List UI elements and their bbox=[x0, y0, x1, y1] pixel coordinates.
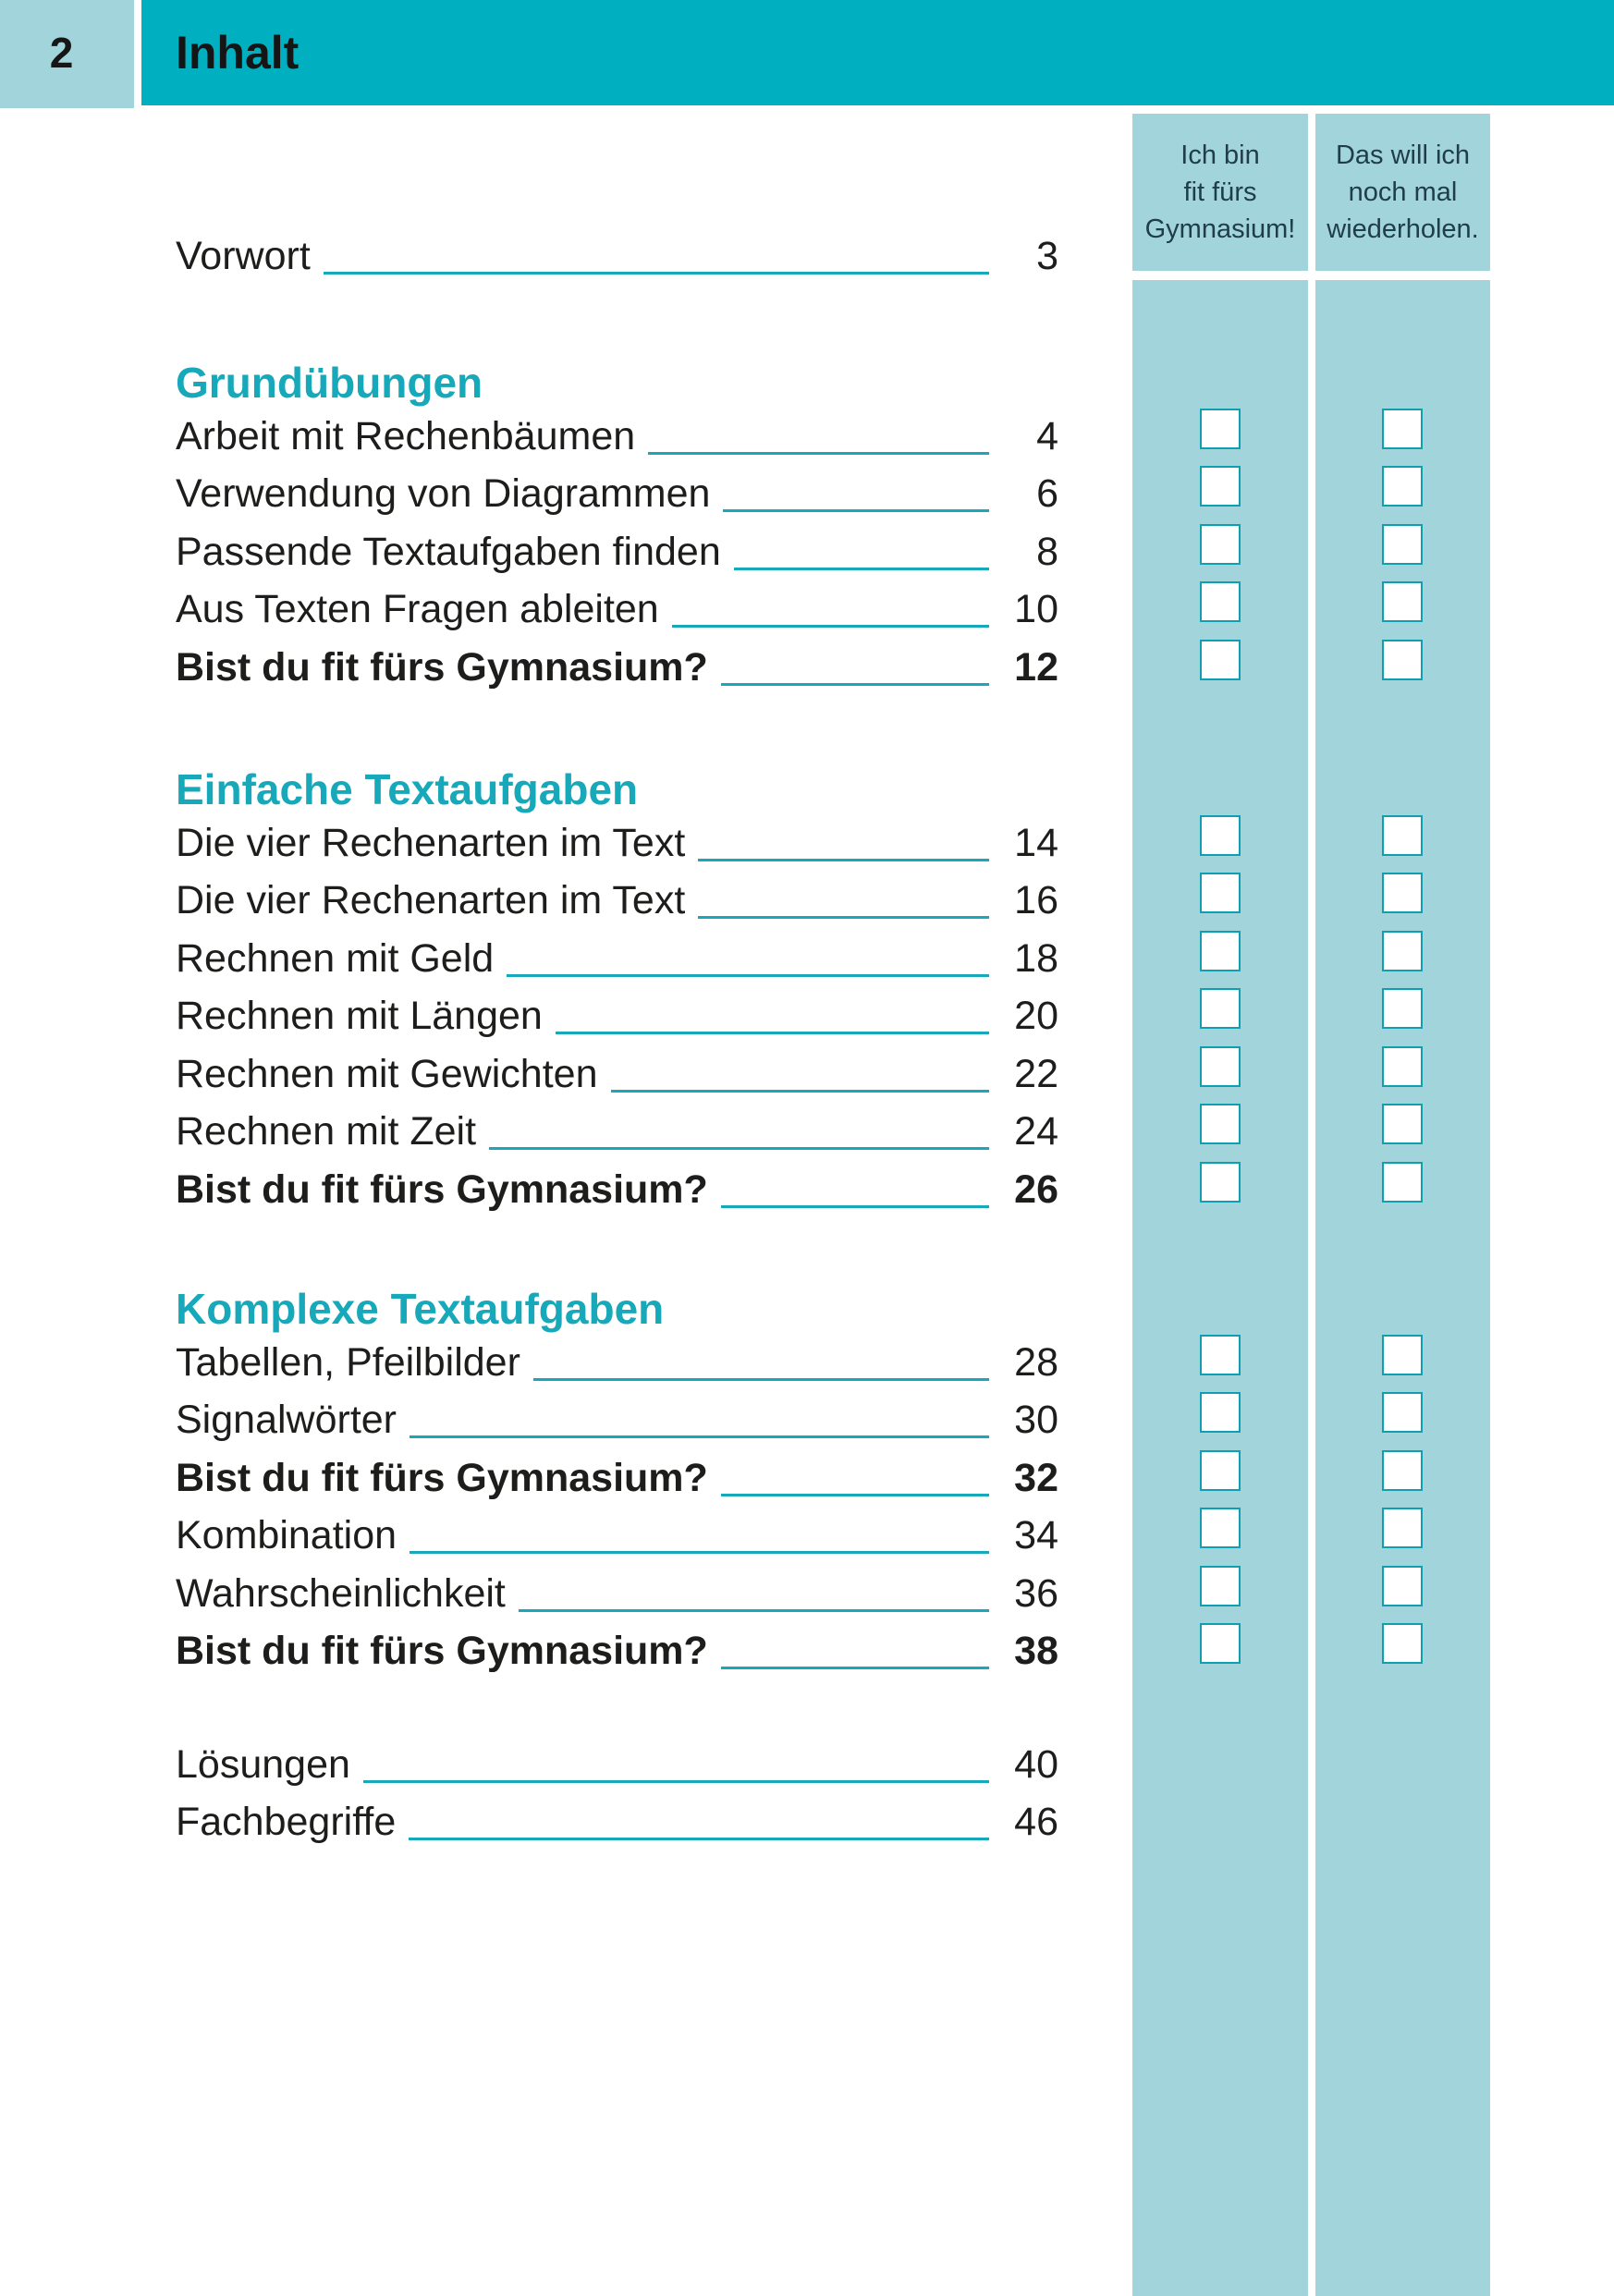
fit-checkbox-24[interactable] bbox=[1200, 1104, 1241, 1144]
repeat-header-line: noch mal bbox=[1348, 177, 1458, 207]
fit-column-header bbox=[1132, 114, 1308, 271]
repeat-checkbox-4[interactable] bbox=[1382, 409, 1423, 449]
row-label: Verwendung von Diagrammen bbox=[176, 471, 711, 516]
toc-row-test bbox=[176, 1451, 1058, 1509]
repeat-checkbox-32[interactable] bbox=[1382, 1450, 1423, 1491]
toc-row-test bbox=[176, 1625, 1058, 1683]
row-label: Rechnen mit Geld bbox=[176, 935, 495, 981]
row-page-number: 24 bbox=[1014, 1109, 1058, 1154]
toc-row bbox=[176, 816, 1058, 874]
row-label: Die vier Rechenarten im Text bbox=[176, 878, 686, 922]
row-label: Arbeit mit Rechenbäumen bbox=[176, 413, 636, 458]
row-page-number: 30 bbox=[1014, 1398, 1058, 1442]
repeat-checkbox-14[interactable] bbox=[1382, 815, 1423, 856]
toc-row-fachbegriffe bbox=[176, 1796, 1058, 1854]
fit-checkbox-14[interactable] bbox=[1200, 815, 1241, 856]
row-page-number: 32 bbox=[1014, 1455, 1058, 1500]
toc-row bbox=[176, 990, 1058, 1048]
row-page-number: 26 bbox=[1014, 1166, 1058, 1212]
toc-row bbox=[176, 1567, 1058, 1625]
page-title: Inhalt bbox=[176, 27, 300, 79]
fit-checkbox-36[interactable] bbox=[1200, 1566, 1241, 1606]
table-of-contents bbox=[176, 229, 1058, 1853]
section-heading-komplexe-textaufgaben: Komplexe Textaufgaben bbox=[176, 1285, 665, 1333]
fit-checkbox-10[interactable] bbox=[1200, 581, 1241, 622]
leader-line bbox=[324, 272, 989, 275]
toc-row bbox=[176, 1394, 1058, 1452]
row-label: Aus Texten Fragen ableiten bbox=[176, 587, 659, 631]
row-page-number: 3 bbox=[1036, 233, 1058, 278]
row-label: Fachbegriffe bbox=[176, 1800, 397, 1844]
row-label: Passende Textaufgaben finden bbox=[176, 529, 721, 574]
row-page-number: 12 bbox=[1014, 644, 1058, 690]
fit-checkbox-30[interactable] bbox=[1200, 1392, 1241, 1433]
row-label: Die vier Rechenarten im Text bbox=[176, 820, 686, 865]
toc-row bbox=[176, 468, 1058, 526]
header-band bbox=[141, 0, 1614, 105]
row-page-number: 46 bbox=[1014, 1800, 1058, 1844]
repeat-checkbox-38[interactable] bbox=[1382, 1623, 1423, 1664]
fit-checkbox-28[interactable] bbox=[1200, 1335, 1241, 1375]
toc-row-test bbox=[176, 641, 1058, 699]
fit-checkbox-18[interactable] bbox=[1200, 931, 1241, 971]
page-number: 2 bbox=[49, 28, 74, 77]
fit-header-line: fit fürs bbox=[1183, 177, 1257, 207]
row-label: Rechnen mit Längen bbox=[176, 994, 543, 1038]
repeat-checkbox-6[interactable] bbox=[1382, 466, 1423, 507]
fit-checkbox-38[interactable] bbox=[1200, 1623, 1241, 1664]
leader-line bbox=[721, 1667, 989, 1669]
repeat-checkbox-16[interactable] bbox=[1382, 873, 1423, 913]
row-label: Vorwort bbox=[176, 233, 311, 278]
fit-checkbox-34[interactable] bbox=[1200, 1508, 1241, 1548]
leader-line bbox=[648, 452, 989, 455]
fit-checkbox-4[interactable] bbox=[1200, 409, 1241, 449]
toc-row-loesungen bbox=[176, 1738, 1058, 1796]
leader-line bbox=[698, 859, 989, 861]
row-label: Kombination bbox=[176, 1513, 397, 1557]
repeat-column-header bbox=[1315, 114, 1490, 271]
toc-row-vorwort bbox=[176, 229, 1058, 287]
row-label: Lösungen bbox=[176, 1741, 350, 1787]
repeat-checkbox-28[interactable] bbox=[1382, 1335, 1423, 1375]
row-page-number: 8 bbox=[1036, 529, 1058, 574]
toc-row bbox=[176, 1105, 1058, 1164]
spacer bbox=[176, 1682, 1058, 1738]
leader-line bbox=[363, 1780, 989, 1783]
repeat-checkbox-20[interactable] bbox=[1382, 988, 1423, 1029]
repeat-checkbox-24[interactable] bbox=[1382, 1104, 1423, 1144]
row-page-number: 6 bbox=[1036, 471, 1058, 516]
row-page-number: 40 bbox=[1014, 1741, 1058, 1787]
repeat-checkbox-8[interactable] bbox=[1382, 524, 1423, 565]
toc-row bbox=[176, 932, 1058, 990]
repeat-header-line: wiederholen. bbox=[1327, 214, 1479, 244]
row-page-number: 22 bbox=[1014, 1051, 1058, 1096]
fit-checkbox-20[interactable] bbox=[1200, 988, 1241, 1029]
fit-checkbox-26[interactable] bbox=[1200, 1162, 1241, 1203]
leader-line bbox=[410, 1435, 989, 1438]
repeat-checkbox-30[interactable] bbox=[1382, 1392, 1423, 1433]
toc-row-test bbox=[176, 1163, 1058, 1221]
leader-line bbox=[721, 683, 989, 686]
row-page-number: 36 bbox=[1014, 1570, 1058, 1616]
row-page-number: 10 bbox=[1014, 587, 1058, 631]
row-label: Bist du fit fürs Gymnasium? bbox=[176, 1166, 708, 1212]
repeat-header-line: Das will ich bbox=[1335, 140, 1471, 170]
section-heading-grunduebungen: Grundübungen bbox=[176, 359, 483, 407]
fit-checkbox-6[interactable] bbox=[1200, 466, 1241, 507]
leader-line bbox=[723, 509, 989, 512]
leader-line bbox=[409, 1838, 989, 1840]
repeat-checkbox-10[interactable] bbox=[1382, 581, 1423, 622]
repeat-checkbox-26[interactable] bbox=[1382, 1162, 1423, 1203]
fit-checkbox-8[interactable] bbox=[1200, 524, 1241, 565]
section-heading-einfache-textaufgaben: Einfache Textaufgaben bbox=[176, 765, 639, 813]
row-label: Tabellen, Pfeilbilder bbox=[176, 1339, 520, 1385]
leader-line bbox=[489, 1147, 989, 1150]
fit-header-line: Ich bin bbox=[1180, 140, 1260, 170]
row-label: Signalwörter bbox=[176, 1398, 397, 1442]
row-page-number: 16 bbox=[1014, 878, 1058, 922]
leader-line bbox=[734, 568, 989, 570]
repeat-checkbox-22[interactable] bbox=[1382, 1046, 1423, 1087]
toc-row bbox=[176, 1509, 1058, 1568]
leader-line bbox=[410, 1551, 989, 1554]
repeat-checkbox-18[interactable] bbox=[1382, 931, 1423, 971]
toc-row bbox=[176, 409, 1058, 468]
repeat-checkbox-34[interactable] bbox=[1382, 1508, 1423, 1548]
fit-checkbox-16[interactable] bbox=[1200, 873, 1241, 913]
leader-line bbox=[611, 1090, 990, 1093]
row-page-number: 28 bbox=[1014, 1339, 1058, 1385]
row-page-number: 4 bbox=[1036, 413, 1058, 458]
toc-row bbox=[176, 583, 1058, 641]
fit-checkbox-22[interactable] bbox=[1200, 1046, 1241, 1087]
leader-line bbox=[721, 1494, 989, 1496]
row-label: Bist du fit fürs Gymnasium? bbox=[176, 1629, 708, 1673]
row-label: Rechnen mit Gewichten bbox=[176, 1051, 598, 1096]
fit-checkbox-32[interactable] bbox=[1200, 1450, 1241, 1491]
fit-header-line: Gymnasium! bbox=[1144, 214, 1296, 244]
fit-column bbox=[1132, 280, 1308, 2296]
row-page-number: 34 bbox=[1014, 1513, 1058, 1557]
toc-row bbox=[176, 1047, 1058, 1105]
row-page-number: 14 bbox=[1014, 820, 1058, 865]
fit-checkbox-12[interactable] bbox=[1200, 640, 1241, 680]
repeat-column bbox=[1315, 280, 1490, 2296]
row-label: Bist du fit fürs Gymnasium? bbox=[176, 644, 708, 690]
leader-line bbox=[556, 1032, 989, 1034]
toc-row bbox=[176, 874, 1058, 933]
row-page-number: 38 bbox=[1014, 1629, 1058, 1673]
leader-line bbox=[507, 974, 989, 977]
row-label: Rechnen mit Zeit bbox=[176, 1109, 477, 1154]
leader-line bbox=[519, 1609, 989, 1612]
repeat-checkbox-36[interactable] bbox=[1382, 1566, 1423, 1606]
row-page-number: 18 bbox=[1014, 935, 1058, 981]
row-page-number: 20 bbox=[1014, 994, 1058, 1038]
repeat-checkbox-12[interactable] bbox=[1382, 640, 1423, 680]
toc-row bbox=[176, 525, 1058, 583]
toc-row bbox=[176, 1336, 1058, 1394]
leader-line bbox=[721, 1205, 989, 1208]
leader-line bbox=[698, 916, 989, 919]
leader-line bbox=[533, 1378, 989, 1381]
row-label: Wahrscheinlichkeit bbox=[176, 1570, 506, 1616]
row-label: Bist du fit fürs Gymnasium? bbox=[176, 1455, 708, 1500]
page-number-box bbox=[0, 0, 134, 108]
leader-line bbox=[672, 625, 989, 628]
